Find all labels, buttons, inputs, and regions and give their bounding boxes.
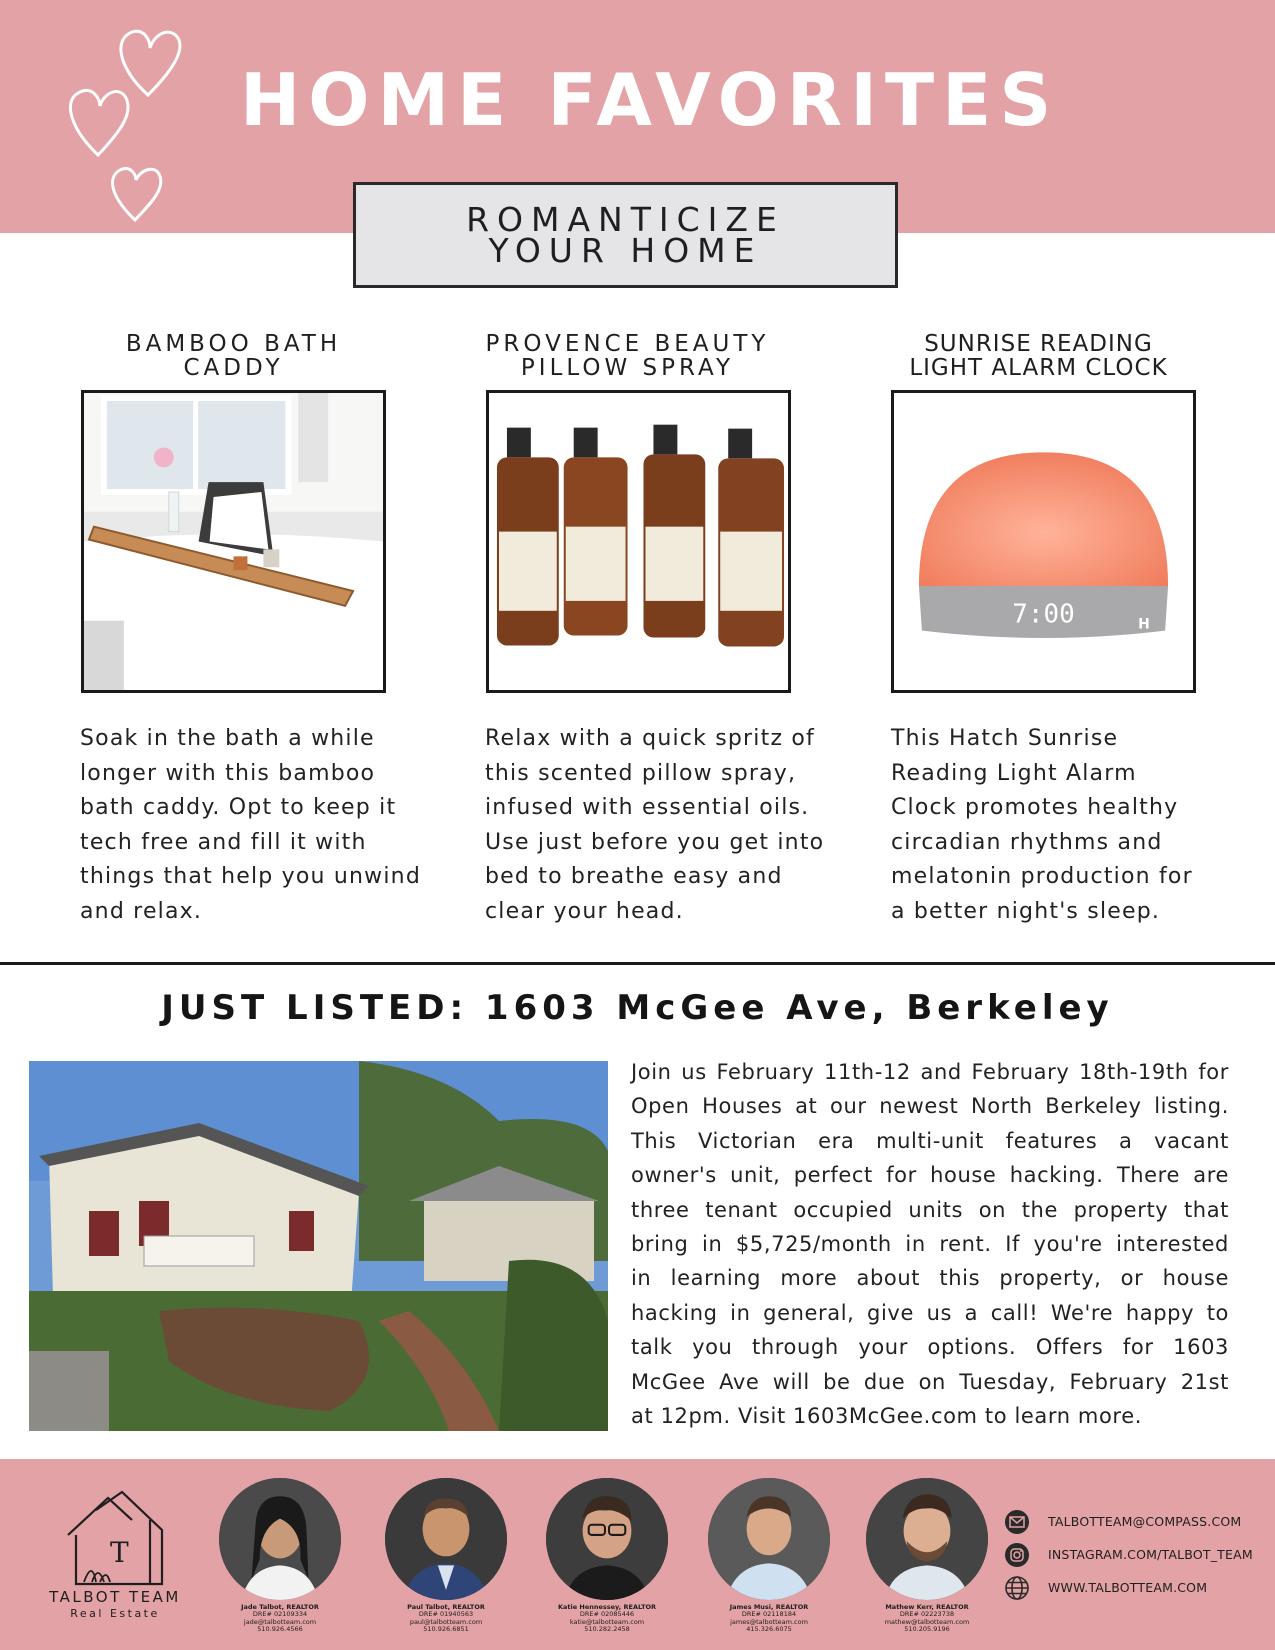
description-line: infused with essential oils. <box>485 795 810 820</box>
agent-info <box>205 1604 355 1634</box>
listing-line: Open Houses at our newest North Berkeley listing. <box>631 1094 1229 1119</box>
product-name-line: CADDY <box>183 355 284 381</box>
avatar <box>866 1478 988 1600</box>
listing-line: Join us February 11th-12 and February 18th-19th for <box>631 1060 1229 1084</box>
contact-list <box>1004 1505 1264 1604</box>
agent-phone[interactable]: 510.926.4566 <box>257 1625 303 1634</box>
tagline-line-1: ROMANTICIZE <box>466 200 785 239</box>
description-line: this scented pillow spray, <box>485 760 797 786</box>
listing-line: at 12pm. Visit 1603McGee.com to learn more. <box>631 1404 1142 1429</box>
description-line: tech free and fill it with <box>80 829 367 855</box>
agent-email[interactable]: katie@talbotteam.com <box>569 1617 645 1626</box>
product-name-line: LIGHT ALARM CLOCK <box>909 355 1168 381</box>
page-title: HOME FAVORITES <box>240 58 1060 142</box>
product-photo-sunrise-clock <box>891 390 1196 693</box>
product-name <box>475 332 780 384</box>
agent-phone[interactable]: 510.926.6851 <box>423 1625 469 1634</box>
brand-name: TALBOT TEAM <box>49 1588 181 1606</box>
product-name <box>886 332 1191 384</box>
product-description <box>80 722 440 929</box>
agent-name: Paul Talbot, REALTOR <box>407 1603 485 1611</box>
product-name-line: SUNRISE READING <box>924 331 1153 357</box>
product-name-line: PROVENCE BEAUTY <box>485 331 770 357</box>
envelope-icon <box>1004 1509 1030 1535</box>
product-name-line: BAMBOO BATH <box>125 331 342 357</box>
description-line: Use just before you get into <box>485 829 825 855</box>
agent-card <box>694 1478 844 1634</box>
agent-email[interactable]: james@talbotteam.com <box>730 1617 808 1626</box>
agent-name: Jade Talbot, REALTOR <box>241 1603 319 1611</box>
avatar <box>546 1478 668 1600</box>
agent-name: Katie Hennessey, REALTOR <box>557 1603 657 1611</box>
description-line: things that help you unwind <box>80 864 421 889</box>
product-name <box>81 332 386 384</box>
logo-letter: T <box>110 1536 129 1569</box>
listing-line: hacking in general, give us a call! We're happy to <box>631 1300 1229 1325</box>
description-line: This Hatch Sunrise <box>891 726 1119 751</box>
agent-dre: DRE# 02109334 <box>252 1610 308 1619</box>
avatar <box>708 1478 830 1600</box>
contact-instagram[interactable] <box>1004 1538 1264 1571</box>
description-line: longer with this bamboo <box>80 760 376 786</box>
agent-card <box>371 1478 521 1634</box>
brand-subtitle: Real Estate <box>70 1607 160 1620</box>
agent-info <box>852 1604 1002 1634</box>
contact-text: INSTAGRAM.COM/TALBOT_TEAM <box>1048 1547 1253 1562</box>
description-line: and relax. <box>80 898 203 924</box>
agent-info <box>371 1604 521 1634</box>
product-name-line: PILLOW SPRAY <box>520 355 735 381</box>
description-line: a better night's sleep. <box>891 898 1161 924</box>
product-bath-caddy <box>81 332 386 384</box>
agent-email[interactable]: jade@talbotteam.com <box>243 1617 317 1626</box>
listing-title: JUST LISTED: 1603 McGee Ave, Berkeley <box>161 988 1114 1028</box>
description-line: clear your head. <box>485 898 684 924</box>
listing-photo <box>29 1061 608 1431</box>
clock-display: 7:00 <box>1012 599 1075 630</box>
instagram-icon <box>1004 1542 1030 1568</box>
hearts-icon <box>60 20 200 230</box>
agent-name: James Musi, REALTOR <box>729 1603 809 1611</box>
agent-info <box>532 1604 682 1634</box>
description-line: Relax with a quick spritz of <box>485 726 815 751</box>
product-description <box>891 722 1251 929</box>
listing-line: McGee Ave will be due on Tuesday, February 21st <box>631 1369 1229 1394</box>
team-logo <box>40 1490 190 1635</box>
agent-dre: DRE# 02118184 <box>741 1610 797 1619</box>
agent-phone[interactable]: 510.282.2458 <box>584 1625 630 1634</box>
section-divider <box>0 962 1275 965</box>
listing-line: owner's unit, perfect for house hacking. There are <box>631 1163 1229 1188</box>
svg-text:H: H <box>1138 616 1150 633</box>
product-sunrise-clock <box>886 332 1191 384</box>
agent-email[interactable]: paul@talbotteam.com <box>409 1617 483 1626</box>
agent-card <box>852 1478 1002 1634</box>
agent-dre: DRE# 01940563 <box>418 1610 474 1619</box>
agent-email[interactable]: mathew@talbotteam.com <box>884 1617 970 1626</box>
agent-dre: DRE# 02085446 <box>579 1610 635 1619</box>
description-line: Reading Light Alarm <box>891 760 1137 786</box>
contact-email[interactable] <box>1004 1505 1264 1538</box>
description-line: circadian rhythms and <box>891 829 1163 855</box>
listing-description <box>631 1055 1229 1433</box>
tagline-box <box>353 182 898 288</box>
product-description <box>485 722 845 929</box>
tagline-line-2: YOUR HOME <box>488 231 763 270</box>
contact-text: TALBOTTEAM@COMPASS.COM <box>1048 1514 1242 1529</box>
product-photo-pillow-spray <box>486 390 791 693</box>
listing-line: in learning more about this property, or house <box>631 1266 1229 1291</box>
globe-icon <box>1004 1575 1030 1601</box>
agent-phone[interactable]: 510.205.9196 <box>904 1625 950 1634</box>
listing-line: This Victorian era multi-unit features a vacant <box>631 1128 1229 1153</box>
agent-info <box>694 1604 844 1634</box>
agent-name: Mathew Kerr, REALTOR <box>885 1603 969 1611</box>
agent-dre: DRE# 02223738 <box>899 1610 955 1619</box>
description-line: Soak in the bath a while <box>80 726 375 751</box>
agent-phone[interactable]: 415.326.6075 <box>746 1625 792 1634</box>
description-line: melatonin production for <box>891 864 1193 889</box>
product-photo-bath-caddy <box>81 390 386 693</box>
listing-line: talk you through your options. Offers for 1603 <box>631 1335 1229 1360</box>
agent-card <box>532 1478 682 1634</box>
product-pillow-spray <box>475 332 780 384</box>
contact-text: WWW.TALBOTTEAM.COM <box>1048 1580 1208 1595</box>
agent-card <box>205 1478 355 1634</box>
contact-website[interactable] <box>1004 1571 1264 1604</box>
description-line: bed to breathe easy and <box>485 864 783 889</box>
avatar <box>385 1478 507 1600</box>
description-line: Clock promotes healthy <box>891 795 1179 820</box>
listing-line: three tenant occupied units on the property that <box>631 1197 1229 1222</box>
avatar <box>219 1478 341 1600</box>
listing-line: bring in $5,725/month in rent. If you're interested <box>631 1232 1229 1257</box>
description-line: bath caddy. Opt to keep it <box>80 795 397 820</box>
